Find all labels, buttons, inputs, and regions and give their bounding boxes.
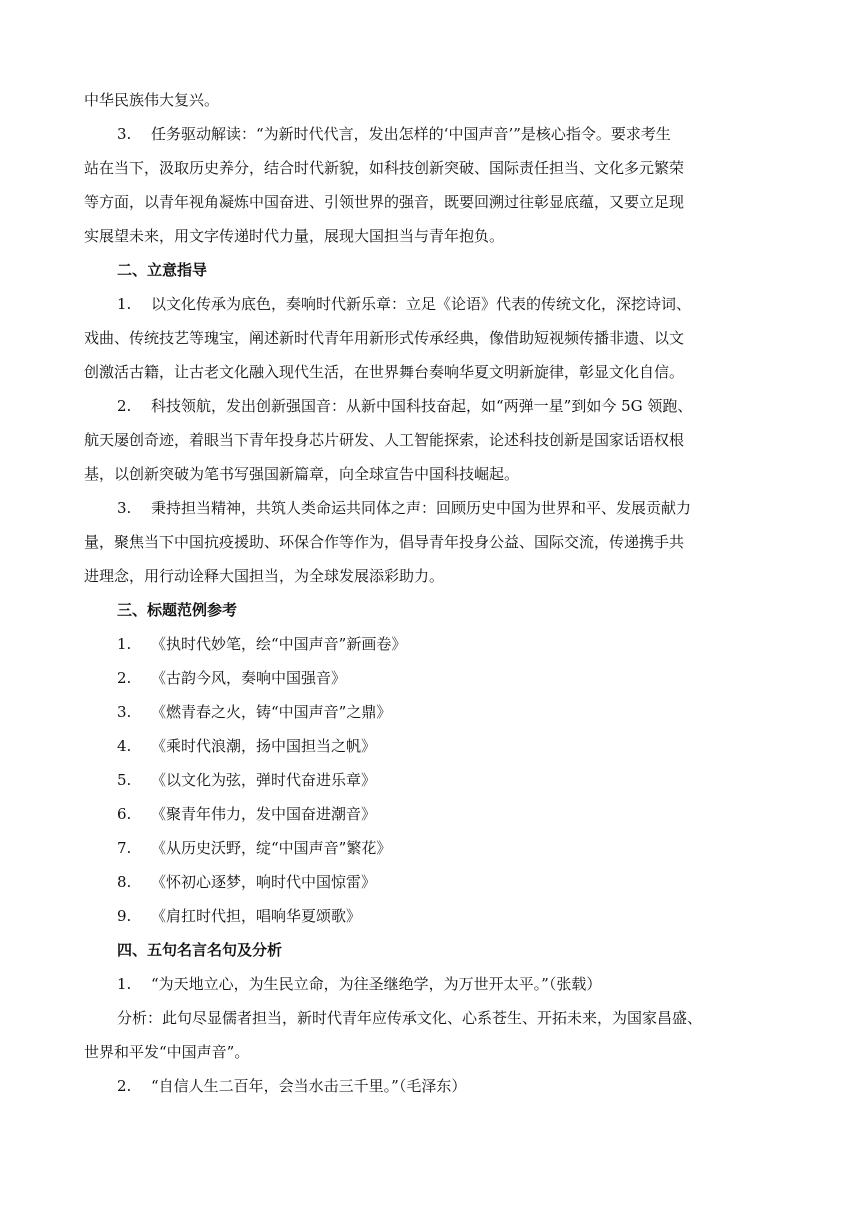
lizhi-item-3-line-1: 3. 秉持担当精神，共筑人类命运共同体之声：回顾历史中国为世界和平、发展贡献力 [117,499,692,517]
quote-analysis-line-2: 世界和平发“中国声音”。 [84,1043,250,1061]
item-3-line-2: 站在当下，汲取历史养分，结合时代新貌，如科技创新突破、国际责任担当、文化多元繁荣 [84,159,685,177]
title-example-item: 6. 《聚青年伟力，发中国奋进潮音》 [117,805,377,823]
title-example-item: 5. 《以文化为弦，弹时代奋进乐章》 [117,771,377,789]
list-number: 7. [117,839,132,857]
section-heading: 四、五句名言名句及分析 [117,941,283,959]
quote-analysis-line-1: 分析：此句尽显儒者担当，新时代青年应传承文化、心系苍生、开拓未来，为国家昌盛、 [117,1009,703,1027]
lizhi-item-1-line-1: 1. 以文化传承为底色，奏响时代新乐章：立足《论语》代表的传统文化，深挖诗词、 [117,295,692,313]
quote-item-2: 2. “自信人生二百年，会当水击三千里。”（毛泽东） [117,1077,467,1095]
title-example-item: 4. 《乘时代浪潮，扬中国担当之帆》 [117,737,377,755]
lizhi-item-1-line-3: 创激活古籍，让古老文化融入现代生活，在世界舞台奏响华夏文明新旋律，彰显文化自信。 [84,363,685,381]
list-number: 1. [117,295,132,313]
title-example-item: 3. 《燃青春之火，铸“中国声音”之鼎》 [117,703,392,721]
lizhi-item-2-line-1: 2. 科技领航，发出创新强国音：从新中国科技奋起，如“两弹一星”到如今 5G 领跑、 [117,397,693,415]
lizhi-item-2-line-2: 航天屡创奇迹，着眼当下青年投身芯片研发、人工智能探索，论述科技创新是国家话语权根 [84,431,685,449]
list-number: 2. [117,1077,132,1095]
item-3-line-3: 等方面，以青年视角凝炼中国奋进、引领世界的强音，既要回溯过往彰显底蕴，又要立足现 [84,193,685,211]
title-example-item: 9. 《肩扛时代担，唱响华夏颂歌》 [117,907,362,925]
title-example-item: 8. 《怀初心逐梦，响时代中国惊雷》 [117,873,377,891]
list-number: 4. [117,737,132,755]
list-number: 3. [117,125,132,143]
list-number: 2. [117,669,132,687]
list-number: 2. [117,397,132,415]
lizhi-item-3-line-3: 进理念，用行动诠释大国担当，为全球发展添彩助力。 [84,567,445,585]
list-number: 3. [117,499,132,517]
title-example-item: 2. 《古韵今风，奏响中国强音》 [117,669,347,687]
paragraph-line: 中华民族伟大复兴。 [84,91,220,109]
lizhi-item-3-line-2: 量，聚焦当下中国抗疫援助、环保合作等作为，倡导青年投身公益、国际交流，传递携手共 [84,533,685,551]
list-number: 9. [117,907,132,925]
quote-item-1: 1. “为天地立心，为生民立命，为往圣继绝学，为万世开太平。”（张载） [117,975,602,993]
list-number: 8. [117,873,132,891]
section-heading: 二、立意指导 [117,261,208,279]
list-number: 1. [117,975,132,993]
lizhi-item-2-line-3: 基，以创新突破为笔书写强国新篇章，向全球宣告中国科技崛起。 [84,465,520,483]
list-number: 3. [117,703,132,721]
item-3-line-4: 实展望未来，用文字传递时代力量，展现大国担当与青年抱负。 [84,227,505,245]
item-3-line-1: 3. 任务驱动解读：“为新时代代言，发出怎样的‘中国声音’”是核心指令。要求考生 [117,125,671,143]
list-number: 1. [117,635,132,653]
section-heading: 三、标题范例参考 [117,601,238,619]
list-number: 5. [117,771,132,789]
lizhi-item-1-line-2: 戏曲、传统技艺等瑰宝，阐述新时代青年用新形式传承经典，像借助短视频传播非遗、以文 [84,329,685,347]
list-number: 6. [117,805,132,823]
title-example-item: 7. 《从历史沃野，绽“中国声音”繁花》 [117,839,392,857]
title-example-item: 1. 《执时代妙笔，绘“中国声音”新画卷》 [117,635,407,653]
